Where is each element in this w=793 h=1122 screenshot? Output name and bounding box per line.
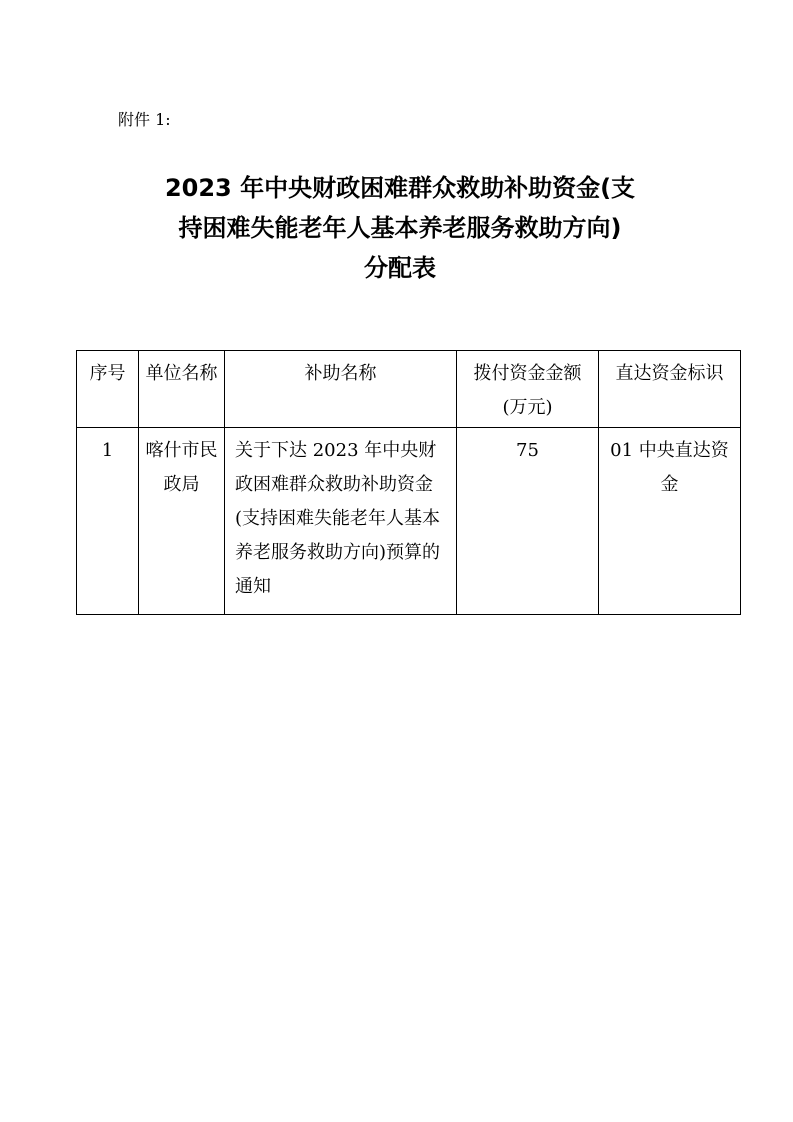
document-title (100, 168, 700, 288)
header-direct-flag: 直达资金标识 (599, 351, 741, 428)
cell-direct-flag: 01 中央直达资金 (599, 428, 741, 615)
title-line-2: 持困难失能老年人基本养老服务救助方向) (178, 214, 622, 242)
title-line-3: 分配表 (364, 254, 436, 282)
header-amount: 拨付资金金额(万元) (457, 351, 599, 428)
table-header-row (77, 351, 741, 428)
header-unit: 单位名称 (139, 351, 225, 428)
attachment-label: 附件 1: (118, 110, 171, 129)
cell-unit: 喀什市民政局 (139, 428, 225, 615)
header-index: 序号 (77, 351, 139, 428)
header-subsidy-name: 补助名称 (225, 351, 457, 428)
title-line-1: 2023 年中央财政困难群众救助补助资金(支 (164, 174, 636, 202)
cell-amount: 75 (457, 428, 599, 615)
cell-subsidy-name: 关于下达 2023 年中央财政困难群众救助补助资金(支持困难失能老年人基本养老服务救助方向)预算的通知 (225, 428, 457, 615)
cell-index: 1 (77, 428, 139, 615)
allocation-table (76, 350, 741, 615)
table-row (77, 428, 741, 615)
